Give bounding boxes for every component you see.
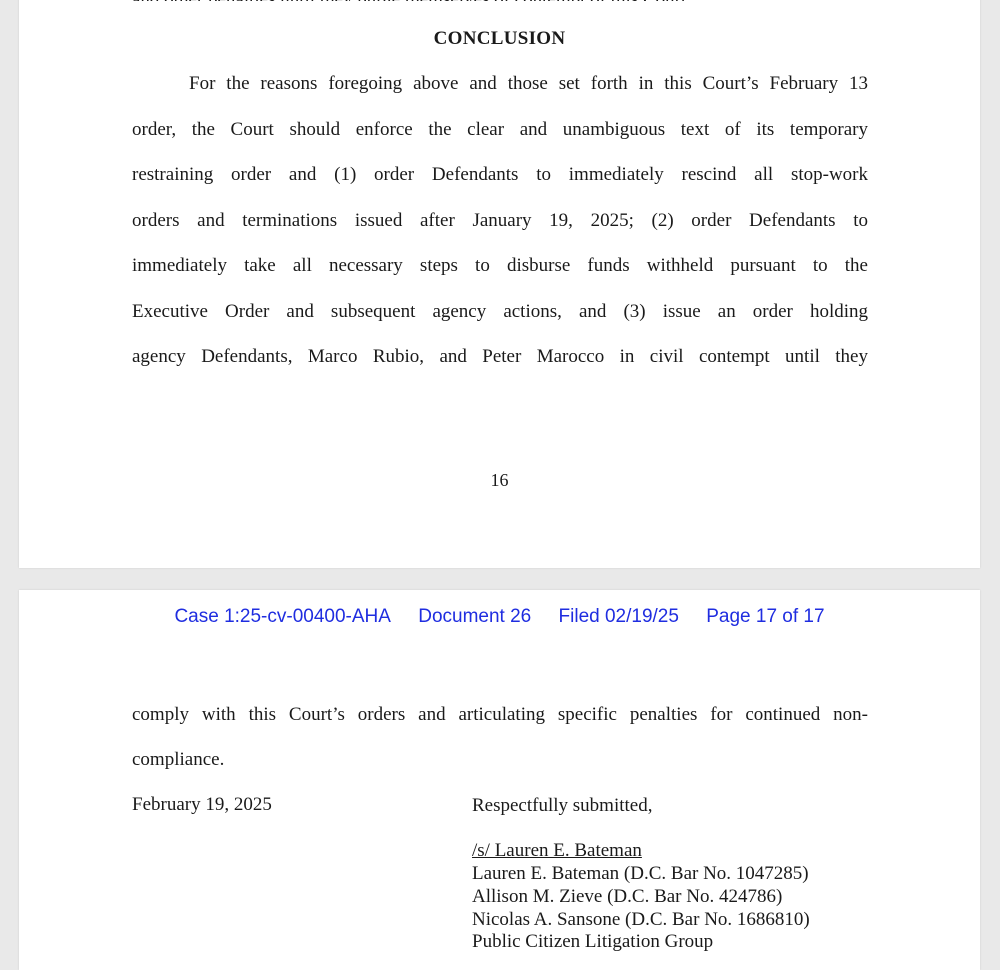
section-heading-conclusion: CONCLUSION [433,28,566,49]
court-filing-header [19,606,980,628]
page-count: Page 17 of 17 [706,606,825,627]
paragraph-line: comply with this Court’s orders and articulating specific penalties for continued non- [132,704,868,725]
paragraph-line: restraining order and (1) order Defendants to immediately rescind all stop-work [132,164,868,185]
organization-line: Public Citizen Litigation Group [472,931,714,952]
filed-date: Filed 02/19/25 [558,606,679,627]
paragraph-line: immediately take all necessary steps to disburse funds withheld pursuant to the [132,255,868,276]
document-number: Document 26 [418,606,532,627]
paragraph-line: agency Defendants, Marco Rubio, and Peter Marocco in civil contempt until they [132,346,868,367]
electronic-signature: /s/ Lauren E. Bateman [472,840,642,861]
closing-line: Respectfully submitted, [472,795,653,816]
paragraph-line: order, the Court should enforce the clear and unambiguous text of its temporary [132,119,868,140]
paragraph-line: Executive Order and subsequent agency actions, and (3) issue an order holding [132,301,868,322]
filing-date: February 19, 2025 [132,794,272,815]
paragraph-line: orders and terminations issued after January 19, 2025; (2) order Defendants to [132,210,868,231]
document-page-16 [19,0,980,568]
cut-off-text-line [132,0,691,1]
document-page-17 [19,590,980,970]
paragraph-line: compliance. [132,749,225,770]
page-number: 16 [490,470,509,490]
paragraph-line: For the reasons foregoing above and those set forth in this Court’s February 13 [189,73,868,94]
signer-line: Lauren E. Bateman (D.C. Bar No. 1047285) [472,863,809,884]
signer-line: Nicolas A. Sansone (D.C. Bar No. 1686810) [472,909,810,930]
signer-line: Allison M. Zieve (D.C. Bar No. 424786) [472,886,783,907]
case-number: Case 1:25-cv-00400-AHA [174,606,391,627]
